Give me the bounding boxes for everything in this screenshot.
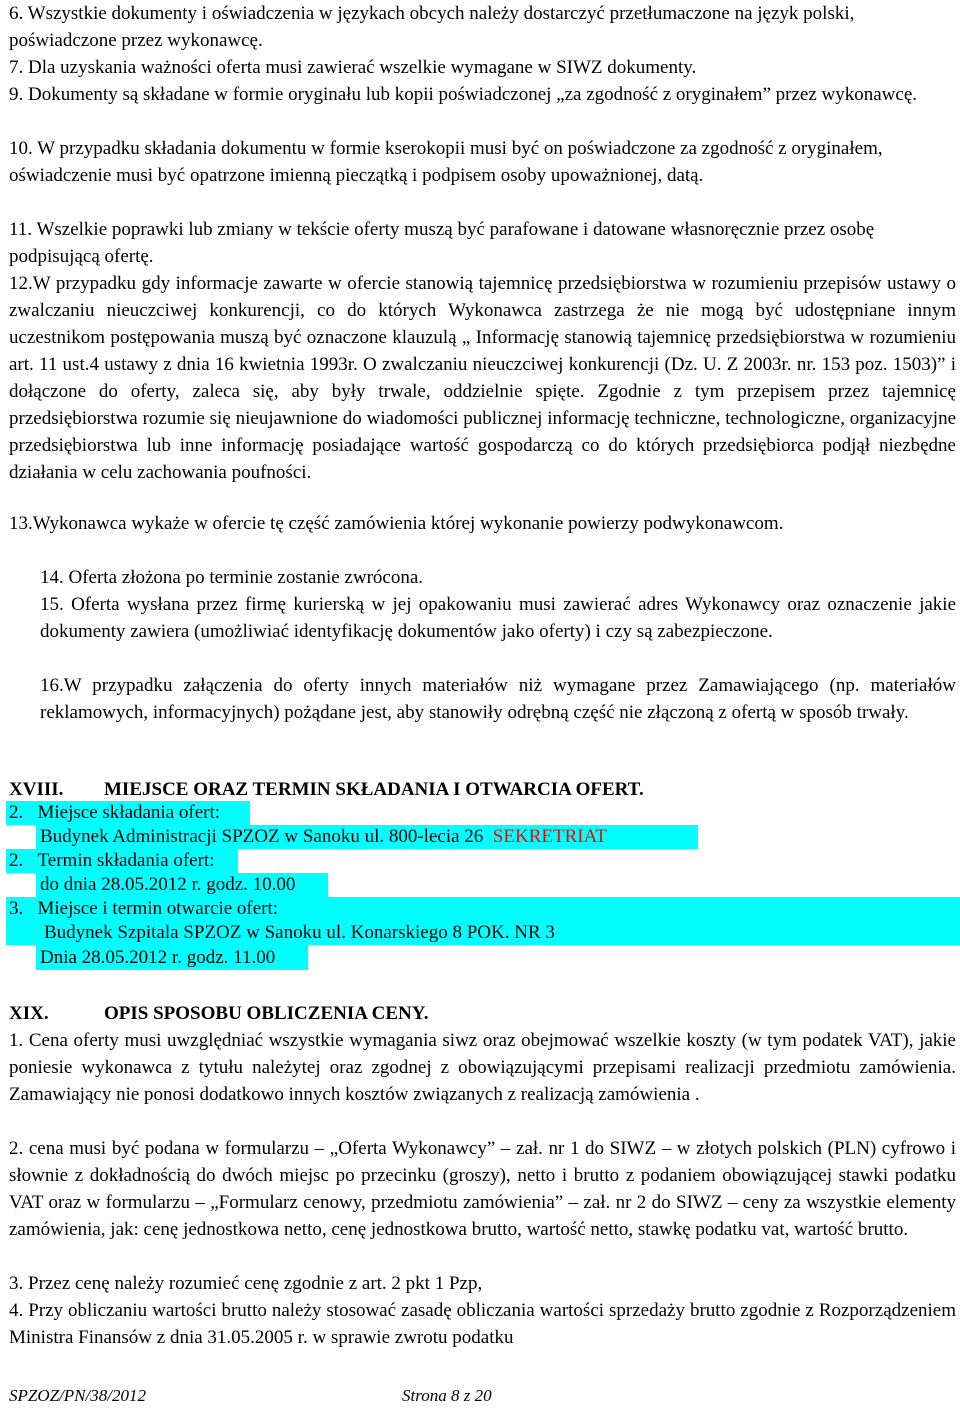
- section-19-number: XIX.: [9, 1003, 49, 1024]
- opening-date-value: Dnia 28.05.2012 r. godz. 11.00: [40, 947, 276, 968]
- section-18-number: XVIII.: [9, 779, 64, 800]
- item-12: 12.W przypadku gdy informacje zawarte w ofercie stanowią tajemnicę przedsiębiorstwa w rozumieniu przepisów ustawy o zwalczaniu nieuczciwej konkurencji, co do których Wykonawca zastrzega że nie mogą być udostępniane innym uczestnikom postępowania muszą być oznaczone klauzulą „ Informację stanowią tajemnicę przedsiębiorstwa w rozumieniu art. 11 ust.4 ustawy z dnia 16 kwietnia 1993r. O zwalczaniu nieuczciwej konkurencji (Dz. U. Z 2003r. nr. 153 poz. 1503)” i dołączone do oferty, zaleca się, aby były trwale, oddzielnie spięte. Zgodnie z tym przepisem przez tajemnicę przedsiębiorstwa rozumie się nieujawnione do wiadomości publicznej informację techniczne, technologiczne, organizacyjne przedsiębiorstwa lub inne informację posiadające wartość gospodarczą co do których przedsiębiorca podjął niezbędne działania w celu zachowania poufności.: [9, 273, 956, 483]
- price-item-4: 4. Przy obliczaniu wartości brutto należy stosować zasadę obliczania wartości sprzedaży brutto zgodnie z Rozporządzeniem Ministra Finansów z dnia 31.05.2005 r. w sprawie zwrotu podatku: [9, 1300, 956, 1348]
- price-item-1: 1. Cena oferty musi uwzględniać wszystkie wymagania siwz oraz obejmować wszelkie koszty (w tym podatek VAT), jakie poniesie wykonawca z tytułu należytej oraz zgodnej z obowiązującymi przepisami realizacji przedmiotu zamówienia. Zamawiający nie ponosi dodatkowo innych kosztów związanych z realizacją zamówienia .: [9, 1030, 956, 1105]
- secretariat-text: SEKRETRIAT: [492, 826, 607, 847]
- item-11: 11. Wszelkie poprawki lub zmiany w tekście oferty muszą być parafowane i datowane własnoręcznie przez osobę podpisującą ofertę.: [9, 219, 875, 267]
- item-13: 13.Wykonawca wykaże w ofercie tę część zamówienia której wykonanie powierzy podwykonawcom.: [9, 513, 784, 534]
- section-18-heading: [9, 776, 644, 803]
- submission-deadline-label: 2. Termin składania ofert:: [9, 850, 215, 871]
- submission-deadline-value: do dnia 28.05.2012 r. godz. 10.00: [40, 874, 296, 895]
- section-19-heading: [9, 1000, 429, 1027]
- section-18-title: MIEJSCE ORAZ TERMIN SKŁADANIA I OTWARCIA OFERT.: [104, 779, 644, 800]
- price-item-3: 3. Przez cenę należy rozumieć cenę zgodnie z art. 2 pkt 1 Pzp,: [9, 1273, 483, 1294]
- opening-place-value: Budynek Szpitala SPZOZ w Sanoku ul. Konarskiego 8 POK. NR 3: [44, 922, 555, 943]
- item-16: 16.W przypadku załączenia do oferty innych materiałów niż wymagane przez Zamawiającego (np. materiałów reklamowych, informacyjnych) pożądane jest, aby stanowiły odrębną część nie złączoną z ofertą w sposób trwały.: [40, 675, 956, 723]
- item-14: 14. Oferta złożona po terminie zostanie zwrócona.: [40, 567, 424, 588]
- place-of-submission-value: Budynek Administracji SPZOZ w Sanoku ul. 800-lecia 26 SEKRETRIAT: [40, 826, 607, 847]
- opening-label: 3. Miejsce i termin otwarcie ofert:: [9, 898, 279, 919]
- footer-document-id: SPZOZ/PN/38/2012: [9, 1386, 146, 1405]
- price-item-2: 2. cena musi być podana w formularzu – „Oferta Wykonawcy” – zał. nr 1 do SIWZ – w złotych polskich (PLN) cyfrowo i słownie z dokładnością do dwóch miejsc po przecinku (groszy), netto i brutto z podaniem obowiązującej stawki podatku VAT oraz w formularzu – „Formularz cenowy, przedmiotu zamówienia” – zał. nr 2 do SIWZ – ceny za wszystkie elementy zamówienia, jak: cenę jednostkowa netto, cenę jednostkowa brutto, wartość netto, stawkę podatku vat, wartość brutto.: [9, 1138, 956, 1240]
- item-15: 15. Oferta wysłana przez firmę kurierską w jej opakowaniu musi zawierać adres Wykonawcy oraz oznaczenie jakie dokumenty zawiera (umożliwiać identyfikację dokumentów jako oferty) i czy są zabezpieczone.: [40, 594, 956, 642]
- footer-page-number: Strona 8 z 20: [402, 1386, 492, 1405]
- item-10: 10. W przypadku składania dokumentu w formie kserokopii musi być on poświadczone za zgodność z oryginałem, oświadczenie musi być opatrzone imienną pieczątką i podpisem osoby upoważnionej, datą.: [9, 138, 883, 186]
- place-of-submission-label: 2. Miejsce składania ofert:: [9, 802, 221, 823]
- section-19-title: OPIS SPOSOBU OBLICZENIA CENY.: [104, 1003, 429, 1024]
- item-9: 9. Dokumenty są składane w formie oryginału lub kopii poświadczonej „za zgodność z oryginałem” przez wykonawcę.: [9, 84, 918, 105]
- item-7: 7. Dla uzyskania ważności oferta musi zawierać wszelkie wymagane w SIWZ dokumenty.: [9, 57, 697, 78]
- item-6: 6. Wszystkie dokumenty i oświadczenia w językach obcych należy dostarczyć przetłumaczone na język polski, poświadczone przez wykonawcę.: [9, 3, 855, 51]
